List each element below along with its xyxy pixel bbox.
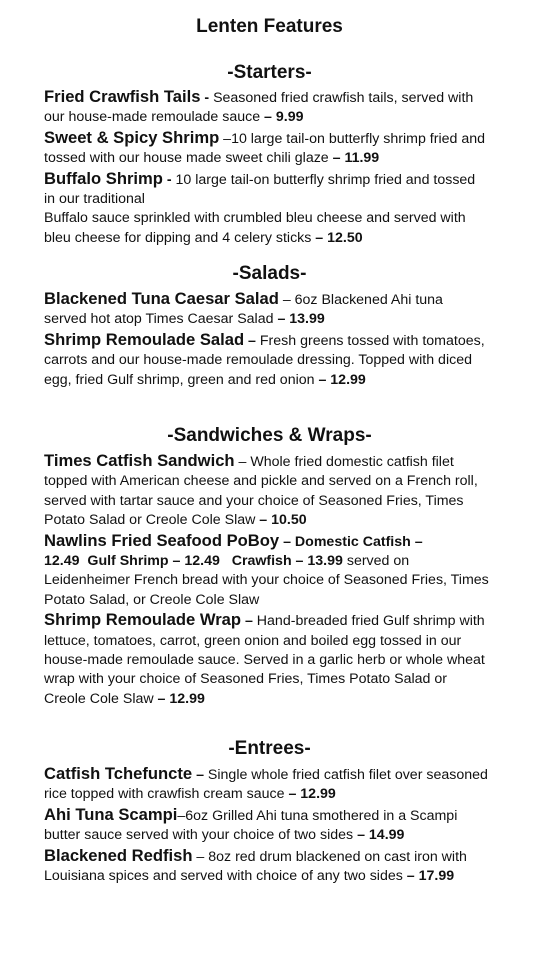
item-name: Blackened Tuna Caesar Salad — [44, 289, 279, 308]
section-heading-starters: -Starters- — [227, 62, 312, 83]
item-description: 6oz Grilled Ahi tuna smothered in a Scampi butter sauce served with your choice of two sides — [44, 807, 458, 844]
item-option-shrimp: Gulf Shrimp – 12.49 — [87, 553, 220, 570]
menu-item: Buffalo Shrimp - 10 large tail-on butterfly shrimp fried and tossed in our traditional Buffalo sauce sprinkled with crumbled bleu cheese and served with bleu cheese for dipping and 4 celery sticks – 12.50 — [44, 168, 476, 246]
menu-item: Ahi Tuna Scampi–6oz Grilled Ahi tuna smothered in a Scampi butter sauce served with your choice of two sides – 14.99 — [44, 804, 458, 844]
item-price: – 9.99 — [260, 109, 304, 126]
menu-item: Shrimp Remoulade Salad – Fresh greens tossed with tomatoes, carrots and our house-made remoulade dressing. Topped with diced egg, fried Gulf shrimp, green and red onion – 12.99 — [44, 329, 485, 388]
item-description: 8oz red drum blackened on cast iron with Louisiana spices and served with choice of any two sides — [44, 848, 467, 885]
sandwiches-list — [44, 451, 489, 709]
section-heading-entrees: -Entrees- — [228, 738, 311, 759]
item-description: Seasoned fried crawfish tails, served with our house-made remoulade sauce — [44, 90, 474, 126]
item-price: – 17.99 — [402, 868, 455, 885]
menu-item: Sweet & Spicy Shrimp –10 large tail-on butterfly shrimp fried and tossed with our house made sweet chili glaze – 11.99 — [44, 127, 485, 167]
item-description: Fresh greens tossed with tomatoes, carrots and our house-made remoulade dressing. Topped with diced egg, fried Gulf shrimp, green and red onion — [44, 332, 485, 388]
menu-item: Times Catfish Sandwich – Whole fried domestic catfish filet topped with American cheese and pickle and served on a French roll, served with tartar sauce and your choice of Seasoned Fries, Times Potato Salad or Creole Cole Slaw – 10.50 — [44, 451, 478, 529]
starters-list — [44, 87, 489, 248]
item-option-catfish: Domestic Catfish – 12.49 — [44, 533, 423, 570]
item-description: 10 large tail-on butterfly shrimp fried and tossed in our traditional — [44, 171, 476, 208]
menu-item: Fried Crawfish Tails - Seasoned fried crawfish tails, served with our house-made remoulade sauce – 9.99 — [44, 87, 474, 126]
item-price: – 13.99 — [273, 311, 325, 328]
item-description: 10 large tail-on butterfly shrimp fried and tossed with our house made sweet chili glaze — [44, 130, 485, 167]
item-description: served on Leidenheimer French bread with your choice of Seasoned Fries, Times Potato Salad, or Creole Cole Slaw — [44, 553, 489, 608]
menu-item: Blackened Tuna Caesar Salad – 6oz Blackened Ahi tuna served hot atop Times Caesar Salad – 13.99 — [44, 289, 443, 328]
item-name: Fried Crawfish Tails — [44, 87, 201, 106]
page-title: Lenten Features — [196, 16, 343, 37]
item-price: – 14.99 — [353, 827, 405, 844]
salads-list — [44, 289, 489, 390]
item-option-crawfish: Crawfish – 13.99 — [231, 553, 343, 570]
item-price: – 12.99 — [314, 371, 366, 388]
item-description: Hand-breaded fried Gulf shrimp with lettuce, tomatoes, carrot, green onion and boiled egg tossed in our house-made remoulade sauce. Served in a garlic herb or whole wheat wrap with your choice of Seasoned Fries, Times Potato Salad or Creole Cole Slaw — [44, 613, 485, 707]
item-price: – 10.50 — [255, 512, 307, 529]
section-heading-sandwiches-wraps: -Sandwiches & Wraps- — [167, 425, 372, 446]
item-description: 6oz Blackened Ahi tuna served hot atop Times Caesar Salad — [44, 292, 443, 328]
menu-item: Blackened Redfish – 8oz red drum blackened on cast iron with Louisiana spices and served with choice of any two sides – 17.99 — [44, 845, 467, 885]
item-name: Sweet & Spicy Shrimp — [44, 127, 220, 147]
item-name: Catfish Tchefuncte — [44, 764, 193, 783]
item-name: Times Catfish Sandwich — [44, 451, 235, 470]
item-name: Blackened Redfish — [44, 845, 193, 865]
item-name: Ahi Tuna Scampi — [44, 804, 178, 824]
item-description: Whole fried domestic catfish filet topped with American cheese and pickle and served on a French roll, served with tartar sauce and your choice of Seasoned Fries, Times Potato Salad or Creole Cole Slaw — [44, 454, 478, 529]
item-price: – 12.99 — [153, 690, 205, 707]
item-description-continued: Buffalo sauce sprinkled with crumbled bleu cheese and served with bleu cheese for dipping and 4 celery sticks — [44, 210, 466, 246]
item-name: Shrimp Remoulade Salad — [44, 329, 245, 349]
item-name: Shrimp Remoulade Wrap — [44, 610, 242, 630]
item-name: Nawlins Fried Seafood PoBoy — [44, 530, 280, 550]
entrees-list — [44, 764, 489, 886]
menu-item: Nawlins Fried Seafood PoBoy – Domestic Catfish – 12.49 Gulf Shrimp – 12.49 Crawfish – 13.99 served on Leidenheimer French bread with your choice of Seasoned Fries, Times Potato Salad, or Creole Cole Slaw — [44, 530, 489, 608]
item-description: Single whole fried catfish filet over seasoned rice topped with crawfish cream sauce — [44, 767, 488, 803]
item-name: Buffalo Shrimp — [44, 168, 163, 188]
item-price: – 12.50 — [311, 229, 363, 246]
menu-item: Shrimp Remoulade Wrap – Hand-breaded fried Gulf shrimp with lettuce, tomatoes, carrot, green onion and boiled egg tossed in our house-made remoulade sauce. Served in a garlic herb or whole wheat wrap with your choice of Seasoned Fries, Times Potato Salad or Creole Cole Slaw – 12.99 — [44, 610, 485, 707]
item-price: – 11.99 — [328, 150, 380, 167]
item-price: – 12.99 — [284, 786, 336, 803]
section-heading-salads: -Salads- — [232, 263, 307, 284]
menu-item: Catfish Tchefuncte – Single whole fried catfish filet over seasoned rice topped with crawfish cream sauce – 12.99 — [44, 764, 488, 803]
